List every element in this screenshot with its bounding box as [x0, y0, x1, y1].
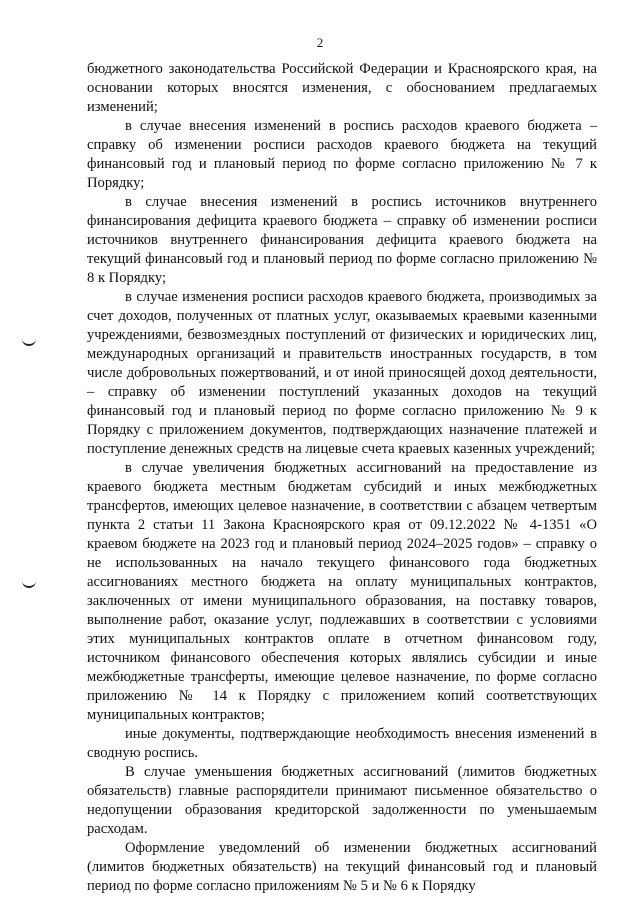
paragraph-continuation: бюджетного законодательства Российской Федерации и Красноярского края, на основании которых вносятся изменения, с обоснованием предлагаемых изменений;: [87, 61, 597, 115]
binding-mark-lower: [22, 578, 36, 588]
paragraph-deficit-financing: в случае внесения изменений в роспись источников внутреннего финансирования дефицита краевого бюджета – справку об изменении росписи источников внутреннего финансирования дефицита краевого бюджета на текущий финансовый год и плановый период по форме согласно приложению № 8 к Порядку;: [87, 194, 597, 286]
paragraph-reduction: В случае уменьшения бюджетных ассигнований (лимитов бюджетных обязательств) главные распорядители принимают письменное обязательство о недопущении образования кредиторской задолженности по уменьшаемым расходам.: [87, 764, 597, 837]
page-number: 2: [316, 35, 324, 50]
paragraph-subsidies: в случае увеличения бюджетных ассигнований на предоставление из краевого бюджета местным бюджетам субсидий и иных межбюджетных трансфертов, имеющих целевое назначение, в соответствии с абзацем четвертым пункта 2 статьи 11 Закона Красноярского края от 09.12.2022 № 4-1351 «О краевом бюджете на 2023 год и плановый период 2024–2025 годов» – справку о не использованных на начало текущего финансового года бюджетных ассигнованиях местного бюджета на оплату муниципальных контрактов, заключенных от имени муниципального образования, на поставку товаров, выполнение работ, оказание услуг, подлежавших в соответствии с условиями этих муниципальных контрактов оплате в отчетном финансовом году, источником финансового обеспечения которых являлись субсидии и иные межбюджетные трансферты, имеющие целевое назначение, по форме согласно приложению № 14 к Порядку с приложением копий соответствующих муниципальных контрактов;: [87, 460, 597, 723]
paragraph-other-documents: иные документы, подтверждающие необходимость внесения изменений в сводную роспись.: [87, 726, 597, 761]
paragraph-expense-schedule: в случае внесения изменений в роспись расходов краевого бюджета – справку об изменении росписи расходов краевого бюджета на текущий финансовый год и плановый период по форме согласно приложению № 7 к Порядку;: [87, 118, 597, 191]
binding-mark-upper: [22, 336, 36, 346]
paragraph-paid-services: в случае изменения росписи расходов краевого бюджета, производимых за счет доходов, полученных от платных услуг, оказываемых краевыми казенными учреждениями, безвозмездных поступлений от физических и юридических лиц, международных организаций и правительств иностранных государств, в том числе добровольных пожертвований, и от иной приносящей доход деятельности, – справку об изменении поступлений указанных доходов на текущий финансовый год и плановый период по форме согласно приложению № 9 к Порядку с приложением документов, подтверждающих назначение платежей и поступление денежных средств на лицевые счета краевых казенных учреждений;: [87, 289, 597, 457]
document-body: [87, 60, 597, 896]
paragraph-notification: Оформление уведомлений об изменении бюджетных ассигнований (лимитов бюджетных обязательств) на текущий финансовый год и плановый период по форме согласно приложениям № 5 и № 6 к Порядку: [87, 840, 597, 894]
